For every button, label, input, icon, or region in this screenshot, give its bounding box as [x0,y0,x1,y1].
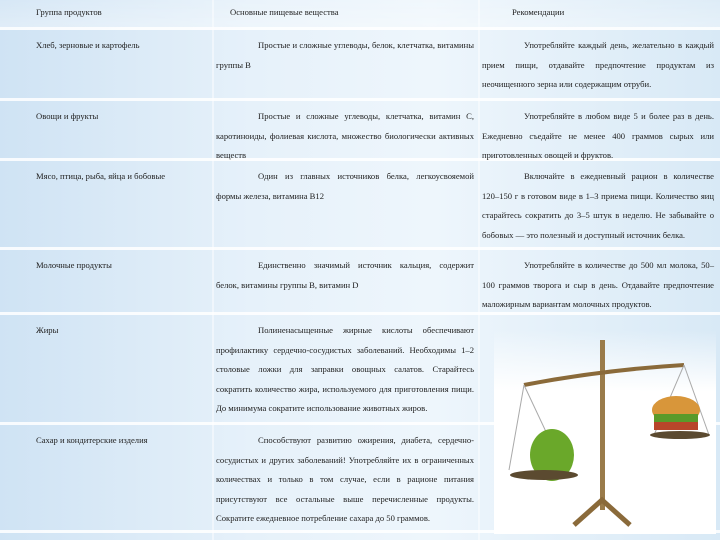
nutrients-cell: Простые и сложные углеводы, клетчатка, витамин С, каротиноиды, фолиевая кислота, множество биологически активных веществ [216,111,474,160]
header-nutrients: Основные пищевые вещества [230,7,339,17]
nutrients-cell: Способствуют развитию ожирения, диабета, сердечно-сосудистых и других заболеваний! Употребляйте их в ограниченных количествах и только в том случае, если в рационе питания присутствуют все остальные выше перечисленные продукты. Сократите ежедневное потребление сахара до 50 граммов. [216,435,474,523]
group-cell: Мясо, птица, рыба, яйца и бобовые [36,171,166,181]
group-cell: Жиры [36,325,59,335]
group-cell: Сахар и кондитерские изделия [36,435,148,445]
group-cell: Овощи и фрукты [36,111,99,121]
advice-cell: Употребляйте в количестве до 500 мл молока, 50–100 граммов творога и сыр в день. Отдавайте предпочтение маложирным вариантам молочных продуктов. [482,260,714,309]
table-row [0,101,720,161]
scale-pillar [600,340,605,510]
table-row [0,30,720,101]
nutrients-cell: Единственно значимый источник кальция, содержит белок, витамины группы В, витамин D [216,260,474,290]
nutrients-cell: Один из главных источников белка, легкоусвояемой формы железа, витамина В12 [216,171,474,201]
advice-cell: Употребляйте каждый день, желательно в каждый прием пищи, отдавайте предпочтение продуктам из неочищенного зерна или содержащим отруби. [482,40,714,89]
scales-image [494,330,716,534]
group-cell: Молочные продукты [36,260,112,270]
header-group: Группа продуктов [36,7,102,17]
table-row [0,161,720,250]
nutrients-cell: Полиненасыщенные жирные кислоты обеспечивают профилактику сердечно-сосудистых заболеваний. Необходимы 1–2 столовые ложки для заправки овощных салатов. Старайтесь сократить количество жира, используемого для приготовления пищи. До минимума сократите использование животных жиров. [216,325,474,413]
right-pan [650,431,710,439]
table-header [0,0,720,30]
nutrients-cell: Простые и сложные углеводы, белок, клетчатка, витамины группы В [216,40,474,70]
advice-cell: Включайте в ежедневный рацион в количестве 120–150 г в готовом виде в 1–3 приема пищи. Количество яиц старайтесь сократить до 3–5 штук в неделю. Не забывайте о бобовых — это полезный и доступный источник белка. [482,171,714,240]
group-cell: Хлеб, зерновые и картофель [36,40,140,50]
table-row [0,250,720,315]
advice-cell: Употребляйте в любом виде 5 и более раз в день. Ежедневно съедайте не менее 400 граммов сырых или приготовленных овощей и фруктов. [482,111,714,160]
header-advice: Рекомендации [512,7,565,17]
left-pan [510,470,578,480]
